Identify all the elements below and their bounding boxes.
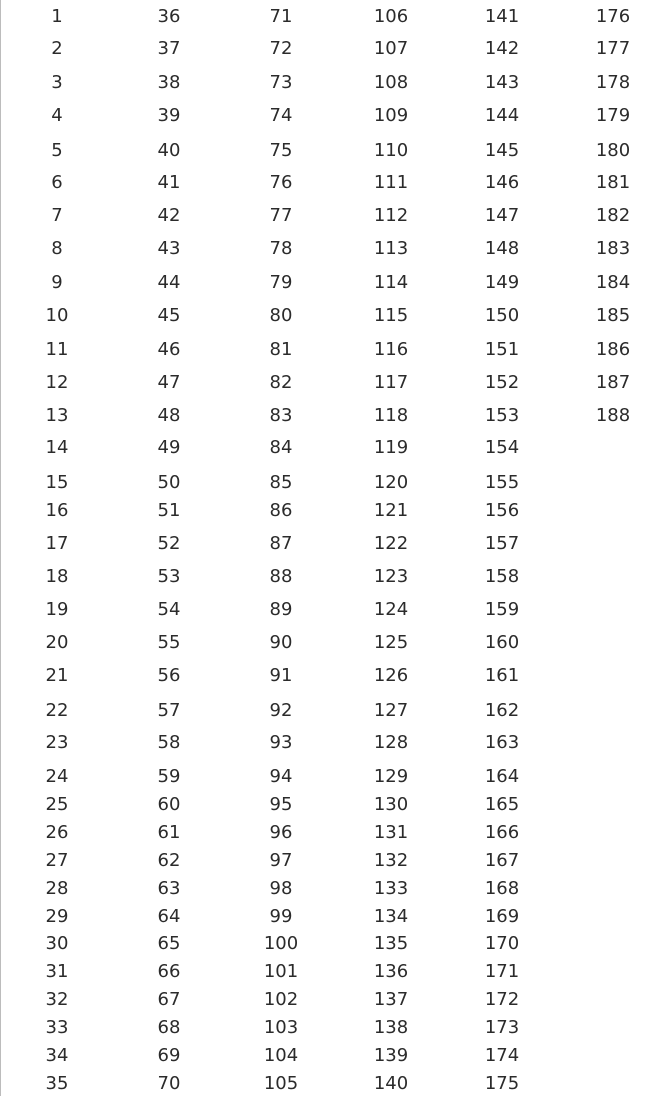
grid-cell: 188 — [595, 405, 631, 426]
grid-cell: 7 — [51, 205, 63, 226]
grid-cell: 119 — [373, 437, 409, 458]
grid-cell: 37 — [157, 38, 181, 59]
grid-cell: 141 — [484, 6, 520, 27]
grid-cell: 4 — [51, 105, 63, 126]
grid-cell: 48 — [157, 405, 181, 426]
grid-cell: 166 — [484, 822, 520, 843]
grid-cell: 46 — [157, 339, 181, 360]
grid-cell: 63 — [157, 878, 181, 899]
grid-cell: 168 — [484, 878, 520, 899]
grid-cell: 87 — [269, 533, 293, 554]
grid-cell: 86 — [269, 500, 293, 521]
grid-cell: 161 — [484, 665, 520, 686]
grid-cell: 29 — [45, 906, 69, 927]
grid-cell: 28 — [45, 878, 69, 899]
grid-cell: 162 — [484, 700, 520, 721]
grid-cell: 136 — [373, 961, 409, 982]
grid-cell: 107 — [373, 38, 409, 59]
grid-cell: 77 — [269, 205, 293, 226]
grid-cell: 175 — [484, 1073, 520, 1094]
grid-cell: 18 — [45, 566, 69, 587]
grid-cell: 17 — [45, 533, 69, 554]
grid-cell: 26 — [45, 822, 69, 843]
grid-cell: 130 — [373, 794, 409, 815]
grid-cell: 14 — [45, 437, 69, 458]
grid-cell: 111 — [373, 172, 409, 193]
grid-cell: 152 — [484, 372, 520, 393]
grid-cell: 180 — [595, 140, 631, 161]
grid-cell: 127 — [373, 700, 409, 721]
grid-cell: 173 — [484, 1017, 520, 1038]
grid-cell: 52 — [157, 533, 181, 554]
grid-cell: 34 — [45, 1045, 69, 1066]
grid-cell: 72 — [269, 38, 293, 59]
grid-cell: 182 — [595, 205, 631, 226]
grid-cell: 169 — [484, 906, 520, 927]
grid-cell: 8 — [51, 238, 63, 259]
grid-cell: 79 — [269, 272, 293, 293]
grid-cell: 147 — [484, 205, 520, 226]
grid-cell: 129 — [373, 766, 409, 787]
grid-cell: 131 — [373, 822, 409, 843]
grid-cell: 30 — [45, 933, 69, 954]
grid-cell: 47 — [157, 372, 181, 393]
grid-cell: 155 — [484, 472, 520, 493]
grid-cell: 124 — [373, 599, 409, 620]
grid-cell: 143 — [484, 72, 520, 93]
grid-cell: 177 — [595, 38, 631, 59]
grid-cell: 109 — [373, 105, 409, 126]
grid-cell: 27 — [45, 850, 69, 871]
grid-cell: 94 — [269, 766, 293, 787]
grid-cell: 36 — [157, 6, 181, 27]
grid-cell: 84 — [269, 437, 293, 458]
grid-cell: 74 — [269, 105, 293, 126]
grid-cell: 67 — [157, 989, 181, 1010]
grid-cell: 24 — [45, 766, 69, 787]
grid-cell: 15 — [45, 472, 69, 493]
grid-cell: 98 — [269, 878, 293, 899]
grid-cell: 179 — [595, 105, 631, 126]
grid-cell: 88 — [269, 566, 293, 587]
grid-cell: 33 — [45, 1017, 69, 1038]
grid-cell: 184 — [595, 272, 631, 293]
grid-cell: 45 — [157, 305, 181, 326]
grid-cell: 69 — [157, 1045, 181, 1066]
grid-cell: 135 — [373, 933, 409, 954]
grid-cell: 96 — [269, 822, 293, 843]
grid-cell: 125 — [373, 632, 409, 653]
grid-cell: 9 — [51, 272, 63, 293]
grid-cell: 71 — [269, 6, 293, 27]
grid-cell: 59 — [157, 766, 181, 787]
grid-cell: 70 — [157, 1073, 181, 1094]
grid-cell: 89 — [269, 599, 293, 620]
grid-cell: 134 — [373, 906, 409, 927]
grid-cell: 22 — [45, 700, 69, 721]
grid-cell: 115 — [373, 305, 409, 326]
grid-cell: 160 — [484, 632, 520, 653]
grid-cell: 83 — [269, 405, 293, 426]
grid-cell: 163 — [484, 732, 520, 753]
grid-cell: 66 — [157, 961, 181, 982]
grid-cell: 32 — [45, 989, 69, 1010]
grid-cell: 95 — [269, 794, 293, 815]
grid-cell: 116 — [373, 339, 409, 360]
grid-cell: 81 — [269, 339, 293, 360]
grid-cell: 164 — [484, 766, 520, 787]
grid-cell: 103 — [263, 1017, 299, 1038]
grid-cell: 13 — [45, 405, 69, 426]
grid-cell: 151 — [484, 339, 520, 360]
grid-cell: 113 — [373, 238, 409, 259]
grid-cell: 3 — [51, 72, 63, 93]
grid-cell: 39 — [157, 105, 181, 126]
grid-cell: 44 — [157, 272, 181, 293]
grid-cell: 82 — [269, 372, 293, 393]
grid-cell: 145 — [484, 140, 520, 161]
grid-cell: 51 — [157, 500, 181, 521]
grid-cell: 183 — [595, 238, 631, 259]
grid-cell: 142 — [484, 38, 520, 59]
grid-cell: 181 — [595, 172, 631, 193]
grid-cell: 148 — [484, 238, 520, 259]
grid-cell: 120 — [373, 472, 409, 493]
grid-cell: 19 — [45, 599, 69, 620]
grid-cell: 12 — [45, 372, 69, 393]
grid-cell: 117 — [373, 372, 409, 393]
grid-cell: 92 — [269, 700, 293, 721]
grid-cell: 126 — [373, 665, 409, 686]
grid-cell: 93 — [269, 732, 293, 753]
grid-cell: 73 — [269, 72, 293, 93]
grid-cell: 78 — [269, 238, 293, 259]
grid-cell: 40 — [157, 140, 181, 161]
grid-cell: 75 — [269, 140, 293, 161]
grid-cell: 11 — [45, 339, 69, 360]
grid-cell: 35 — [45, 1073, 69, 1094]
grid-cell: 104 — [263, 1045, 299, 1066]
grid-cell: 140 — [373, 1073, 409, 1094]
grid-cell: 85 — [269, 472, 293, 493]
grid-cell: 53 — [157, 566, 181, 587]
grid-cell: 139 — [373, 1045, 409, 1066]
grid-cell: 121 — [373, 500, 409, 521]
grid-cell: 133 — [373, 878, 409, 899]
grid-cell: 123 — [373, 566, 409, 587]
grid-cell: 149 — [484, 272, 520, 293]
grid-cell: 154 — [484, 437, 520, 458]
grid-cell: 76 — [269, 172, 293, 193]
grid-cell: 38 — [157, 72, 181, 93]
grid-cell: 64 — [157, 906, 181, 927]
grid-cell: 170 — [484, 933, 520, 954]
grid-cell: 144 — [484, 105, 520, 126]
grid-cell: 65 — [157, 933, 181, 954]
grid-cell: 138 — [373, 1017, 409, 1038]
grid-cell: 25 — [45, 794, 69, 815]
grid-cell: 49 — [157, 437, 181, 458]
grid-cell: 5 — [51, 140, 63, 161]
grid-cell: 57 — [157, 700, 181, 721]
grid-cell: 62 — [157, 850, 181, 871]
grid-cell: 158 — [484, 566, 520, 587]
grid-cell: 31 — [45, 961, 69, 982]
grid-cell: 90 — [269, 632, 293, 653]
grid-cell: 50 — [157, 472, 181, 493]
grid-cell: 58 — [157, 732, 181, 753]
grid-cell: 106 — [373, 6, 409, 27]
grid-cell: 165 — [484, 794, 520, 815]
grid-cell: 176 — [595, 6, 631, 27]
grid-cell: 128 — [373, 732, 409, 753]
grid-cell: 97 — [269, 850, 293, 871]
grid-cell: 178 — [595, 72, 631, 93]
grid-cell: 55 — [157, 632, 181, 653]
grid-cell: 21 — [45, 665, 69, 686]
grid-cell: 1 — [51, 6, 63, 27]
grid-cell: 167 — [484, 850, 520, 871]
grid-cell: 157 — [484, 533, 520, 554]
grid-cell: 10 — [45, 305, 69, 326]
grid-cell: 16 — [45, 500, 69, 521]
grid-cell: 132 — [373, 850, 409, 871]
grid-cell: 43 — [157, 238, 181, 259]
grid-cell: 20 — [45, 632, 69, 653]
grid-cell: 172 — [484, 989, 520, 1010]
grid-cell: 153 — [484, 405, 520, 426]
grid-cell: 99 — [269, 906, 293, 927]
grid-cell: 101 — [263, 961, 299, 982]
grid-cell: 105 — [263, 1073, 299, 1094]
grid-cell: 42 — [157, 205, 181, 226]
grid-cell: 114 — [373, 272, 409, 293]
grid-cell: 54 — [157, 599, 181, 620]
grid-cell: 2 — [51, 38, 63, 59]
grid-cell: 110 — [373, 140, 409, 161]
grid-cell: 150 — [484, 305, 520, 326]
grid-cell: 56 — [157, 665, 181, 686]
grid-cell: 146 — [484, 172, 520, 193]
grid-cell: 91 — [269, 665, 293, 686]
grid-cell: 174 — [484, 1045, 520, 1066]
grid-cell: 23 — [45, 732, 69, 753]
grid-cell: 102 — [263, 989, 299, 1010]
grid-cell: 185 — [595, 305, 631, 326]
grid-cell: 60 — [157, 794, 181, 815]
grid-cell: 122 — [373, 533, 409, 554]
grid-cell: 112 — [373, 205, 409, 226]
grid-cell: 156 — [484, 500, 520, 521]
grid-cell: 118 — [373, 405, 409, 426]
grid-cell: 171 — [484, 961, 520, 982]
grid-cell: 68 — [157, 1017, 181, 1038]
grid-cell: 61 — [157, 822, 181, 843]
grid-cell: 187 — [595, 372, 631, 393]
grid-cell: 159 — [484, 599, 520, 620]
grid-cell: 108 — [373, 72, 409, 93]
grid-cell: 6 — [51, 172, 63, 193]
grid-cell: 80 — [269, 305, 293, 326]
grid-cell: 100 — [263, 933, 299, 954]
grid-cell: 41 — [157, 172, 181, 193]
grid-cell: 186 — [595, 339, 631, 360]
grid-cell: 137 — [373, 989, 409, 1010]
